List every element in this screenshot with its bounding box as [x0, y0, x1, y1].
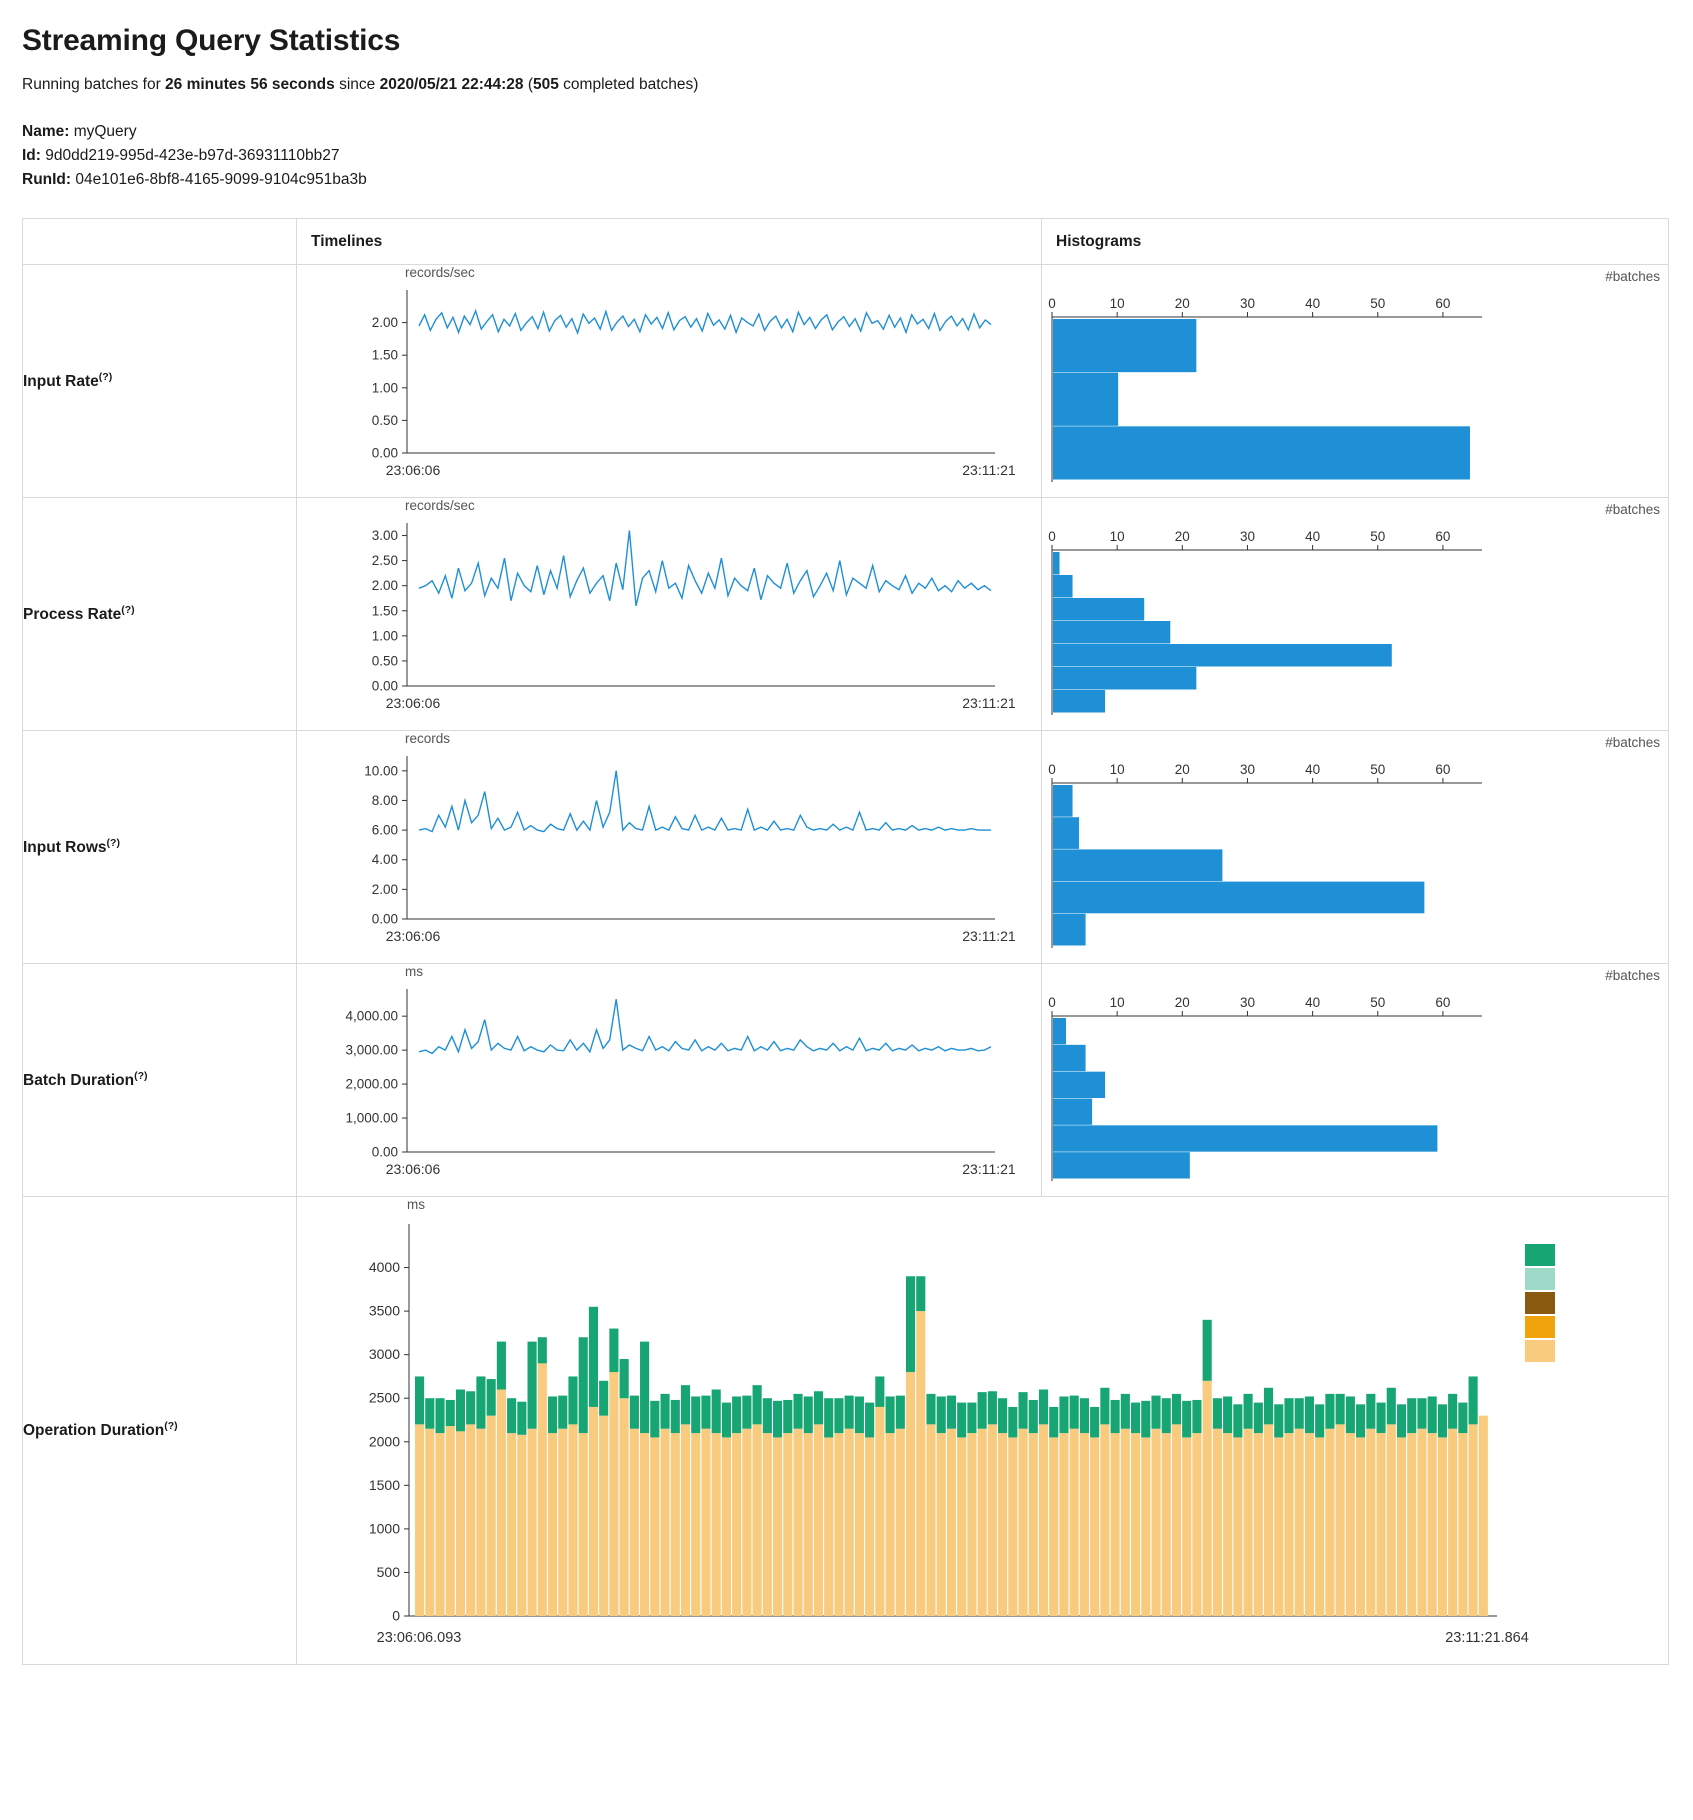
row-label-text: Input Rate [23, 373, 99, 391]
svg-text:20: 20 [1174, 761, 1190, 777]
input-rate-batches-label: #batches [1605, 269, 1660, 285]
batch-duration-histogram-cell [1042, 964, 1669, 1197]
svg-text:2.00: 2.00 [371, 315, 398, 331]
svg-text:30: 30 [1239, 528, 1255, 544]
svg-text:4.00: 4.00 [371, 852, 398, 868]
svg-text:4,000.00: 4,000.00 [345, 1008, 398, 1024]
svg-text:1.50: 1.50 [371, 603, 398, 619]
svg-text:50: 50 [1370, 761, 1386, 777]
svg-text:10.00: 10.00 [364, 763, 398, 779]
svg-text:1,000.00: 1,000.00 [345, 1110, 398, 1126]
process-rate-unit: records/sec [405, 498, 475, 514]
svg-text:10: 10 [1109, 528, 1125, 544]
svg-text:10: 10 [1109, 761, 1125, 777]
svg-text:23:11:21.864: 23:11:21.864 [1445, 1630, 1529, 1647]
svg-text:50: 50 [1370, 994, 1386, 1010]
help-icon[interactable]: (?) [134, 1069, 148, 1082]
row-label-process-rate [23, 498, 297, 731]
svg-text:6.00: 6.00 [371, 822, 398, 838]
input-rows-histogram-cell [1042, 731, 1669, 964]
col-header-blank [23, 219, 297, 265]
col-header-histograms: Histograms [1042, 219, 1669, 265]
running-batches-subtitle [22, 76, 1671, 94]
input-rows-timeline-chart [297, 748, 1017, 963]
svg-text:0: 0 [1048, 295, 1056, 311]
meta-runid-row [22, 168, 1671, 192]
svg-text:23:11:21: 23:11:21 [962, 695, 1016, 712]
svg-text:10: 10 [1109, 994, 1125, 1010]
page-title: Streaming Query Statistics [22, 24, 401, 57]
operation-duration-chart [297, 1214, 1627, 1664]
svg-text:3,000.00: 3,000.00 [345, 1042, 398, 1058]
svg-text:60: 60 [1435, 528, 1451, 544]
svg-text:2,000.00: 2,000.00 [345, 1076, 398, 1092]
input-rate-histogram-cell [1042, 265, 1669, 498]
svg-text:0: 0 [1048, 528, 1056, 544]
svg-text:4000: 4000 [368, 1259, 400, 1276]
table-row [23, 265, 1669, 498]
svg-text:1000: 1000 [368, 1520, 400, 1537]
svg-text:8.00: 8.00 [371, 793, 398, 809]
meta-id-value: 9d0dd219-995d-423e-b97d-36931110bb27 [45, 147, 340, 165]
svg-text:10: 10 [1109, 295, 1125, 311]
input-rows-histogram-chart [1042, 753, 1642, 958]
svg-text:23:06:06: 23:06:06 [385, 1161, 441, 1178]
svg-text:40: 40 [1305, 761, 1321, 777]
svg-text:60: 60 [1435, 761, 1451, 777]
process-rate-batches-label: #batches [1605, 502, 1660, 518]
subtitle-open-paren: ( [523, 76, 533, 93]
svg-text:20: 20 [1174, 295, 1190, 311]
svg-text:20: 20 [1174, 528, 1190, 544]
help-icon[interactable]: (?) [98, 370, 113, 383]
svg-text:60: 60 [1435, 295, 1451, 311]
input-rows-timeline-cell [297, 731, 1042, 964]
svg-text:30: 30 [1239, 295, 1255, 311]
process-rate-histogram-chart [1042, 520, 1642, 725]
input-rate-histogram-chart [1042, 287, 1642, 492]
svg-text:2.00: 2.00 [371, 578, 398, 594]
svg-text:0: 0 [1048, 761, 1056, 777]
svg-text:23:06:06: 23:06:06 [385, 462, 441, 479]
svg-text:40: 40 [1305, 295, 1321, 311]
input-rate-timeline-cell [297, 265, 1042, 498]
svg-text:3.00: 3.00 [371, 528, 398, 544]
svg-text:2000: 2000 [368, 1433, 400, 1450]
svg-text:3000: 3000 [368, 1346, 400, 1363]
meta-name-row [22, 120, 1671, 144]
statistics-table [22, 218, 1669, 1665]
svg-text:0.00: 0.00 [371, 678, 398, 694]
svg-text:23:11:21: 23:11:21 [962, 928, 1016, 945]
svg-text:40: 40 [1305, 994, 1321, 1010]
input-rate-unit: records/sec [405, 265, 475, 281]
svg-text:50: 50 [1370, 295, 1386, 311]
table-row [23, 1197, 1669, 1665]
row-label-text: Input Rows [23, 839, 107, 857]
svg-text:60: 60 [1435, 994, 1451, 1010]
svg-text:0.00: 0.00 [371, 911, 398, 927]
svg-text:2500: 2500 [368, 1389, 400, 1406]
row-label-input-rows [23, 731, 297, 964]
svg-text:0.50: 0.50 [371, 653, 398, 669]
help-icon[interactable]: (?) [164, 1420, 178, 1433]
run-duration: 26 minutes 56 seconds [165, 76, 335, 93]
meta-id-row [22, 144, 1671, 168]
batch-duration-histogram-chart [1042, 986, 1642, 1191]
meta-name-value: myQuery [73, 123, 137, 140]
svg-text:0: 0 [392, 1607, 400, 1624]
query-metadata [22, 120, 1671, 192]
svg-text:1.00: 1.00 [371, 628, 398, 644]
operation-duration-cell [297, 1197, 1669, 1665]
row-label-batch-duration [23, 964, 297, 1197]
input-rows-batches-label: #batches [1605, 735, 1660, 751]
svg-text:0.50: 0.50 [371, 412, 398, 428]
row-label-text: Process Rate [23, 606, 122, 624]
subtitle-mid: since [334, 76, 380, 93]
table-row [23, 964, 1669, 1197]
svg-text:500: 500 [376, 1563, 400, 1580]
input-rate-timeline-chart [297, 282, 1017, 497]
row-label-text: Operation Duration [23, 1422, 165, 1440]
svg-text:1500: 1500 [368, 1476, 400, 1493]
operation-duration-unit: ms [407, 1197, 425, 1213]
meta-name-label: Name: [22, 123, 70, 140]
input-rows-unit: records [405, 731, 451, 747]
svg-text:50: 50 [1370, 528, 1386, 544]
row-label-operation-duration [23, 1197, 297, 1665]
svg-text:1.50: 1.50 [371, 347, 398, 363]
svg-text:0: 0 [1048, 994, 1056, 1010]
svg-text:40: 40 [1305, 528, 1321, 544]
svg-text:2.00: 2.00 [371, 881, 398, 897]
completed-batch-count: 505 [532, 76, 559, 93]
col-header-timelines: Timelines [297, 219, 1042, 265]
meta-runid-value: 04e101e6-8bf8-4165-9099-9104c951ba3b [75, 171, 367, 189]
svg-text:1.00: 1.00 [371, 380, 398, 396]
table-row [23, 731, 1669, 964]
svg-text:30: 30 [1239, 761, 1255, 777]
start-timestamp: 2020/05/21 22:44:28 [379, 76, 524, 93]
batch-duration-unit: ms [405, 964, 423, 980]
batch-duration-timeline-cell [297, 964, 1042, 1197]
row-label-text: Batch Duration [23, 1072, 135, 1090]
help-icon[interactable]: (?) [106, 836, 120, 849]
batch-duration-timeline-chart [297, 981, 1017, 1196]
svg-text:23:11:21: 23:11:21 [962, 462, 1016, 479]
table-header-row [23, 219, 1669, 265]
subtitle-prefix: Running batches for [22, 76, 166, 93]
table-row [23, 498, 1669, 731]
process-rate-timeline-chart [297, 515, 1017, 730]
subtitle-tail: completed batches) [558, 76, 699, 93]
svg-text:23:11:21: 23:11:21 [962, 1161, 1016, 1178]
svg-text:23:06:06: 23:06:06 [385, 695, 441, 712]
help-icon[interactable]: (?) [121, 603, 135, 616]
svg-text:0.00: 0.00 [371, 445, 398, 461]
svg-text:3500: 3500 [368, 1302, 400, 1319]
svg-text:23:06:06.093: 23:06:06.093 [376, 1630, 462, 1647]
svg-text:30: 30 [1239, 994, 1255, 1010]
svg-text:20: 20 [1174, 994, 1190, 1010]
meta-id-label: Id: [22, 147, 41, 165]
svg-text:23:06:06: 23:06:06 [385, 928, 441, 945]
process-rate-timeline-cell [297, 498, 1042, 731]
meta-runid-label: RunId: [22, 171, 72, 189]
svg-text:2.50: 2.50 [371, 553, 398, 569]
process-rate-histogram-cell [1042, 498, 1669, 731]
svg-text:0.00: 0.00 [371, 1144, 398, 1160]
row-label-input-rate [23, 265, 297, 498]
batch-duration-batches-label: #batches [1605, 968, 1660, 984]
